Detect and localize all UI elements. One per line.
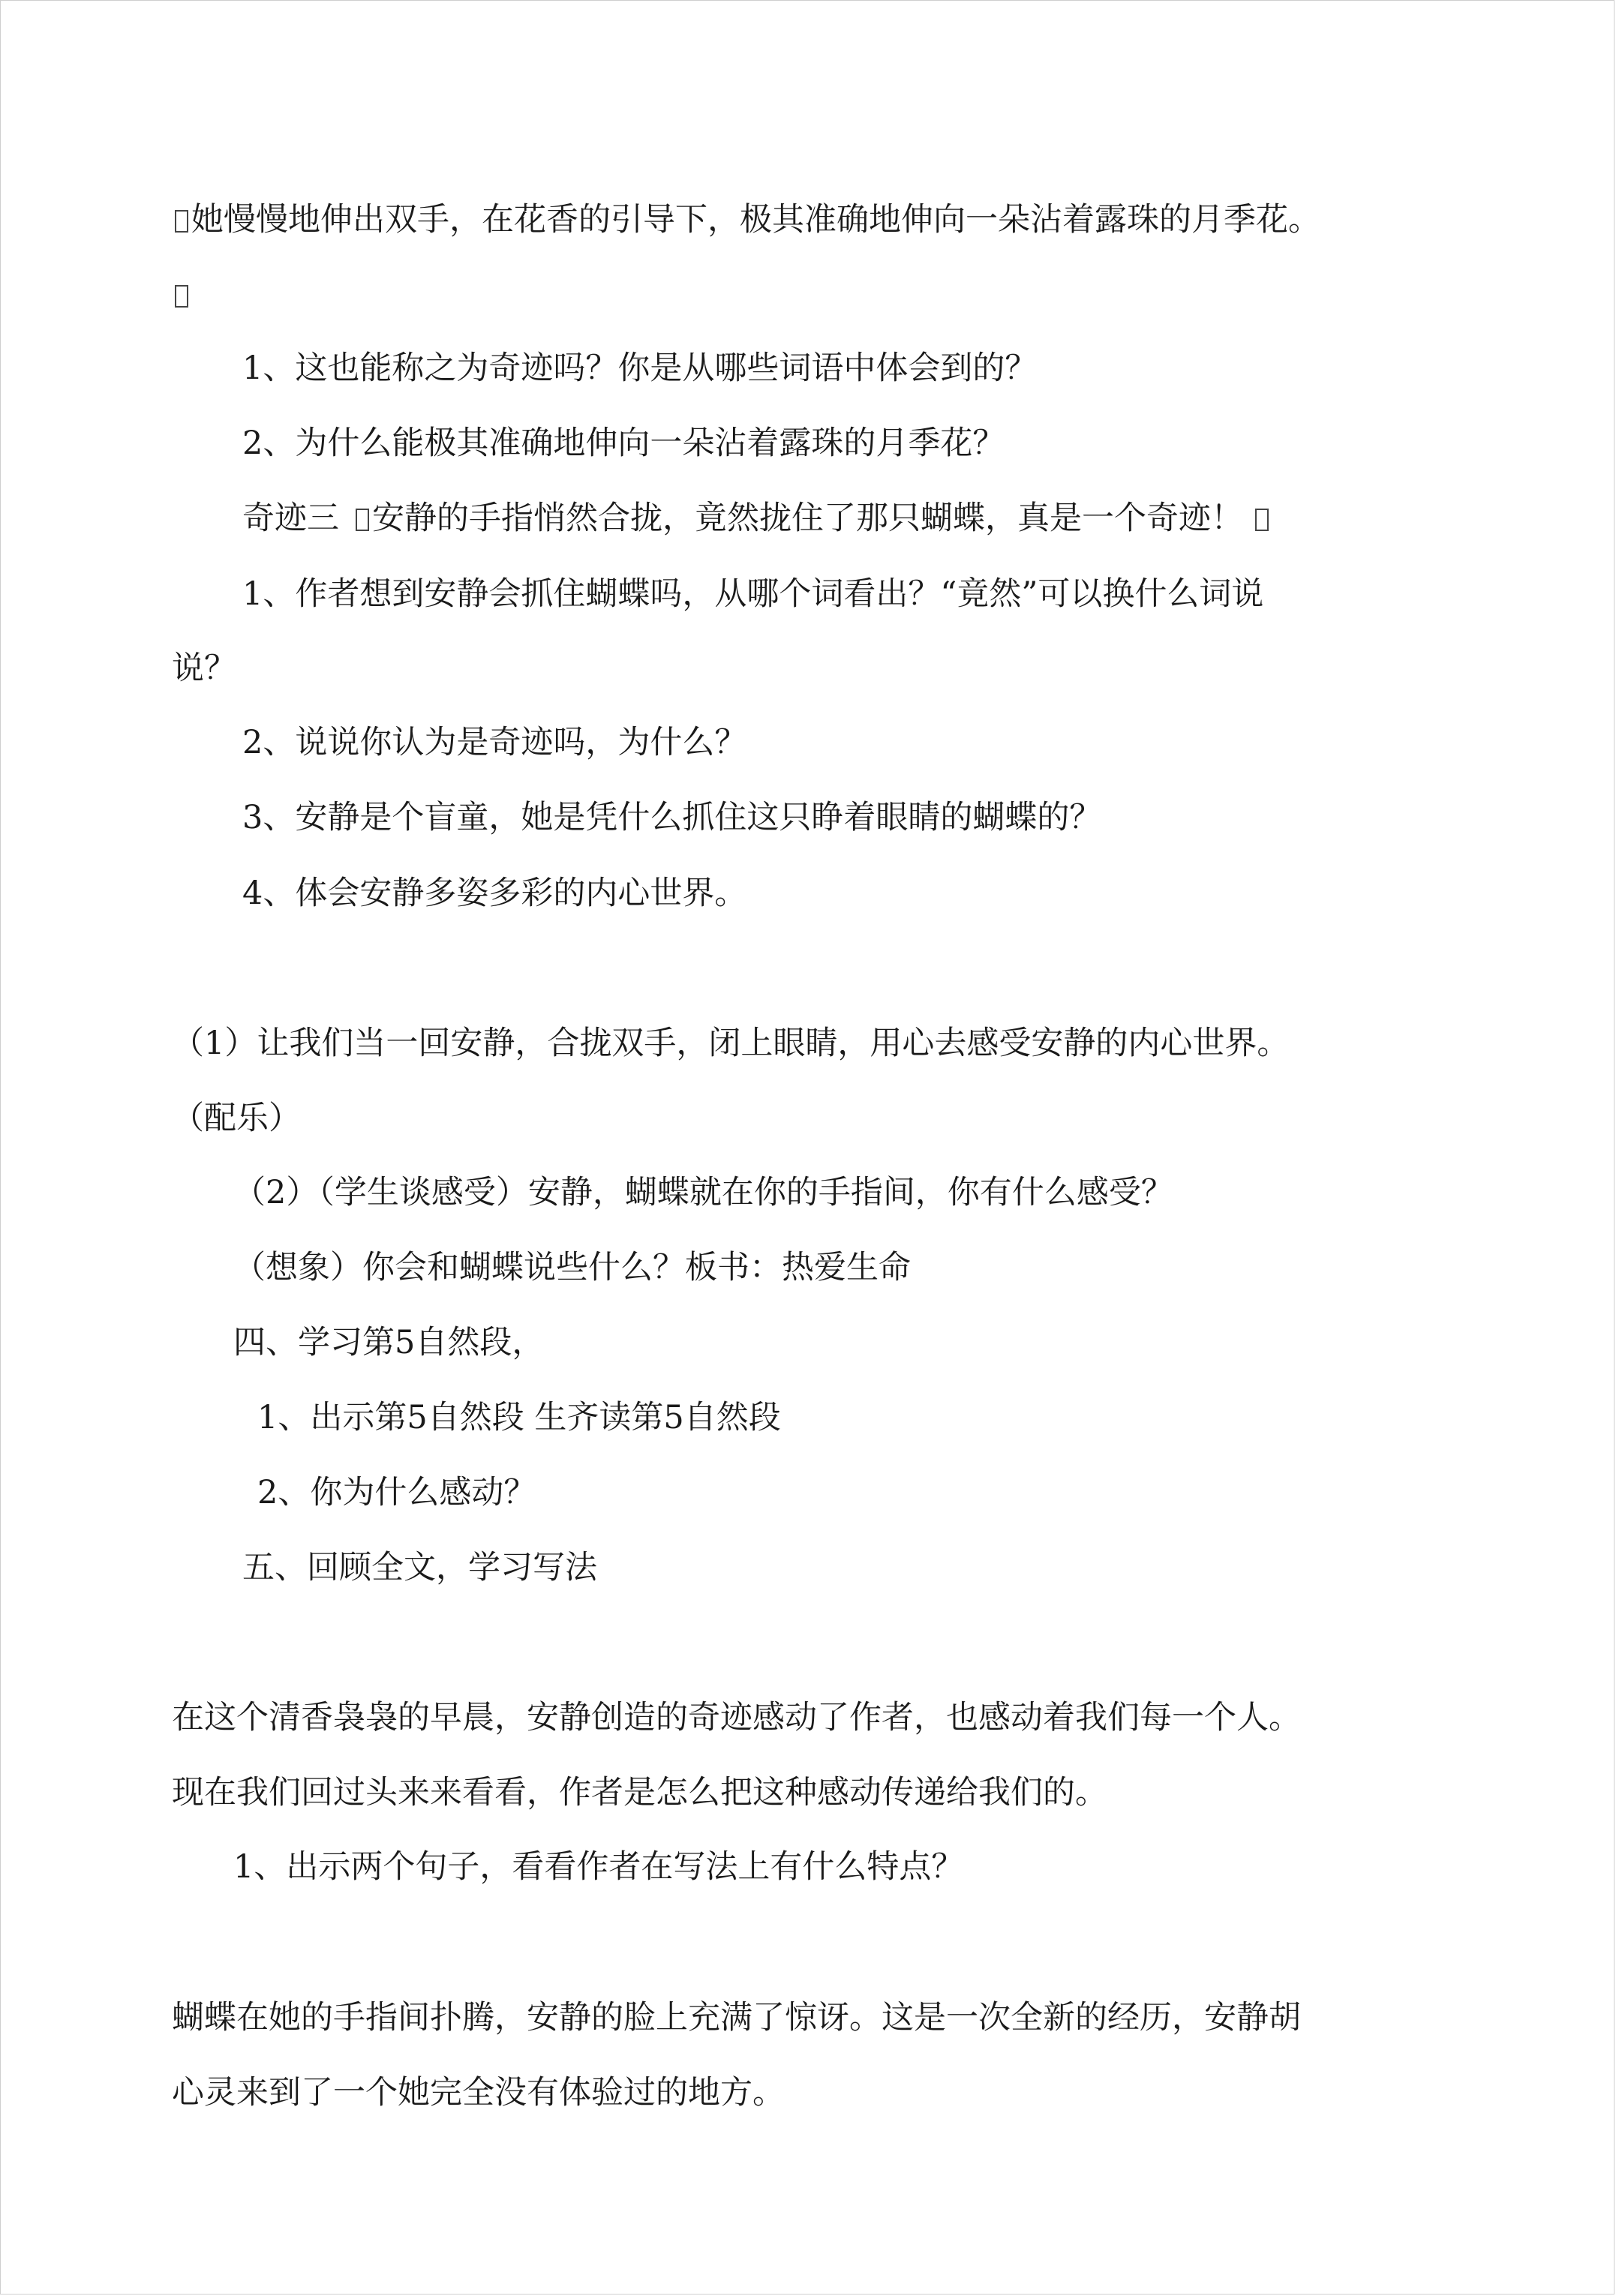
missing-glyph-icon xyxy=(175,210,188,233)
text-line: 2、你为什么感动？ xyxy=(257,1474,536,1511)
section-label: 奇迹三 xyxy=(242,500,339,537)
text-line: 1、作者想到安静会抓住蝴蝶吗，从哪个词看出？“竟然”可以换什么词说 xyxy=(242,575,1264,613)
text-line: （1）让我们当一回安静，合拢双手，闭上眼睛，用心去感受安静的内心世界。 xyxy=(172,1025,1290,1062)
missing-glyph-icon xyxy=(175,285,188,308)
missing-glyph-icon xyxy=(1255,509,1269,531)
text-line: 奇迹三 安静的手指悄然合拢，竟然拢住了那只蝴蝶，真是一个奇迹！ xyxy=(242,497,1272,539)
text-line: （配乐） xyxy=(172,1100,301,1137)
text-line: 1、这也能称之为奇迹吗？你是从哪些词语中体会到的？ xyxy=(242,350,1038,387)
text-line: 现在我们回过头来来看看，作者是怎么把这种感动传递给我们的。 xyxy=(172,1774,1107,1811)
text-line: 2、说说你认为是奇迹吗，为什么？ xyxy=(242,724,747,761)
text-line: （2）（学生谈感受）安静，蝴蝶就在你的手指间，你有什么感受？ xyxy=(233,1174,1173,1211)
text-line xyxy=(172,274,191,316)
text-line: 她慢慢地伸出双手，在花香的引导下，极其准确地伸向一朵沾着露珠的月季花。 xyxy=(172,199,1320,241)
section-heading: 四、学习第5自然段， xyxy=(233,1324,545,1361)
text-line: 1、出示第5自然段 生齐读第5自然段 xyxy=(257,1399,781,1436)
text-line: 蝴蝶在她的手指间扑腾，安静的脸上充满了惊讶。这是一次全新的经历，安静胡 xyxy=(172,1999,1301,2036)
section-heading: 五、回顾全文，学习写法 xyxy=(242,1549,597,1586)
text-line: 2、为什么能极其准确地伸向一朵沾着露珠的月季花？ xyxy=(242,425,1005,462)
text-line: （想象）你会和蝴蝶说些什么？板书：热爱生命 xyxy=(233,1249,911,1286)
missing-glyph-icon xyxy=(356,509,369,531)
text-line: 心灵来到了一个她完全没有体验过的地方。 xyxy=(172,2074,785,2111)
text-line: 1、出示两个句子，看看作者在写法上有什么特点？ xyxy=(233,1848,964,1886)
text-line: 3、安静是个盲童，她是凭什么抓住这只睁着眼睛的蝴蝶的？ xyxy=(242,799,1102,836)
text-line: 在这个清香袅袅的早晨，安静创造的奇迹感动了作者，也感动着我们每一个人。 xyxy=(172,1699,1301,1736)
text-line: 4、体会安静多姿多彩的内心世界。 xyxy=(242,875,747,912)
text-line: 说？ xyxy=(172,650,236,687)
